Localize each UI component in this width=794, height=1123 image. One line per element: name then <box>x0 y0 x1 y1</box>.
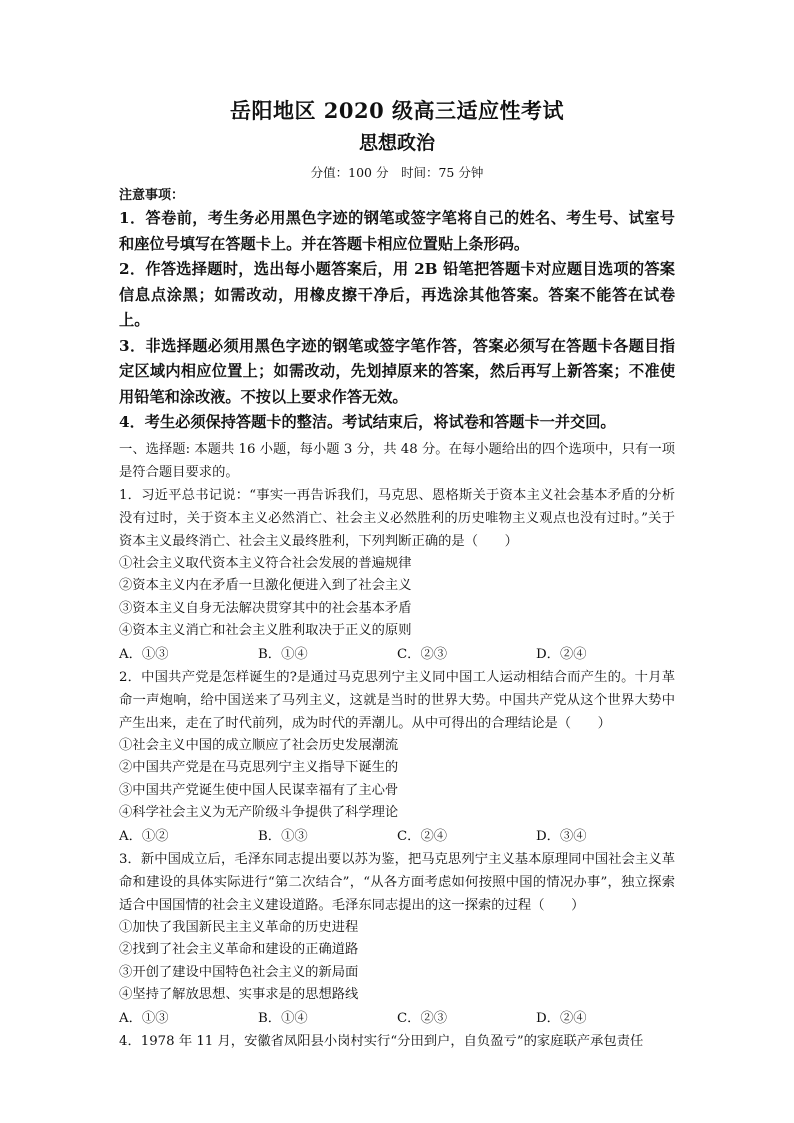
choice-a: A．①③ <box>119 1010 169 1026</box>
choice-c: C．②③ <box>397 646 448 662</box>
note-item: 4．考生必须保持答题卡的整洁。考试结束后，将试卷和答题卡一并交回。 <box>119 413 616 431</box>
choice-c: C．②④ <box>397 828 448 844</box>
choice-d: D．②④ <box>536 1010 587 1026</box>
note-item: 2．作答选择题时，选出每小题答案后，用 2B 铅笔把答题卡对应题目选项的答案信息点涂黑；如需改动，用橡皮擦干净后，再选涂其他答案。答案不能答在试卷上。 <box>119 260 675 329</box>
question-option: ④科学社会主义为无产阶级斗争提供了科学理论 <box>119 805 399 820</box>
note-item: 1．答卷前，考生务必用黑色字迹的钢笔或签字笔将自己的姓名、考生号、试室号和座位号填写在答题卡上。并在答题卡相应位置贴上条形码。 <box>119 209 675 253</box>
question-stem: 3．新中国成立后，毛泽东同志提出要以苏为鉴，把马克思列宁主义基本原理同中国社会主义革命和建设的具体实际进行“第二次结合”，“从各方面考虑如何按照中国的情况办事”，独立探索适合中国国情的社会主义建设道路。毛泽东同志提出的这一探索的过程（ ） <box>119 851 675 913</box>
question-4 <box>119 1030 675 1053</box>
question-stem: 4．1978 年 11 月，安徽省凤阳县小岗村实行“分田到户，自负盈亏”的家庭联产承包责任 <box>119 1033 644 1049</box>
question-option: ①社会主义取代资本主义符合社会发展的普遍规律 <box>119 555 412 571</box>
choice-b: B．①④ <box>258 646 308 662</box>
question-option: ③开创了建设中国特色社会主义的新局面 <box>119 964 359 980</box>
question-option: ②资本主义内在矛盾一旦激化便进入到了社会主义 <box>119 578 412 593</box>
page-content <box>119 96 675 1053</box>
question-option: ③资本主义自身无法解决贯穿其中的社会基本矛盾 <box>119 600 412 616</box>
subject-title: 思想政治 <box>358 132 435 154</box>
score-time-info: 分值：100 分 时间：75 分钟 <box>310 165 484 180</box>
notes-heading: 注意事项： <box>119 188 185 203</box>
choice-c: C．②③ <box>397 1010 448 1026</box>
question-2 <box>119 666 675 848</box>
question-option: ③中国共产党诞生使中国人民谋幸福有了主心骨 <box>119 782 399 798</box>
choice-d: D．③④ <box>536 828 587 844</box>
question-option: ②找到了社会主义革命和建设的正确道路 <box>119 942 359 957</box>
answer-choices <box>119 643 675 666</box>
answer-choices <box>119 825 675 848</box>
choice-d: D．②④ <box>536 646 587 662</box>
question-3 <box>119 848 675 1030</box>
note-item: 3．非选择题必须用黑色字迹的钢笔或签字笔作答，答案必须写在答题卡各题目指定区域内相应位置上；如需改动，先划掉原来的答案，然后再写上新答案；不准使用铅笔和涂改液。不按以上要求作答无效。 <box>119 336 675 406</box>
question-option: ④坚持了解放思想、实事求是的思想路线 <box>119 987 359 1002</box>
question-stem: 2．中国共产党是怎样诞生的?是通过马克思列宁主义同中国工人运动相结合而产生的。十月革命一声炮响，给中国送来了马列主义，这就是当时的世界大势。中国共产党从这个世界大势中产生出来，走在了时代前列，成为时代的弄潮儿。从中可得出的合理结论是（ ） <box>119 669 675 731</box>
question-1 <box>119 484 675 666</box>
exam-title: 岳阳地区 2020 级高三适应性考试 <box>229 98 565 123</box>
choice-b: B．①④ <box>258 1010 308 1026</box>
choice-a: A．①③ <box>119 646 169 662</box>
question-option: ①加快了我国新民主主义革命的历史进程 <box>119 919 359 935</box>
question-stem: 1．习近平总书记说：“事实一再告诉我们，马克思、恩格斯关于资本主义社会基本矛盾的分析没有过时，关于资本主义必然消亡、社会主义必然胜利的历史唯物主义观点也没有过时。”关于资本主义最终消亡、社会主义最终胜利，下列判断正确的是（ ） <box>119 487 675 549</box>
question-option: ④资本主义消亡和社会主义胜利取决于正义的原则 <box>119 623 412 638</box>
answer-choices <box>119 1007 675 1030</box>
choice-a: A．①② <box>119 828 169 844</box>
question-option: ②中国共产党是在马克思列宁主义指导下诞生的 <box>119 760 399 775</box>
question-option: ①社会主义中国的成立顺应了社会历史发展潮流 <box>119 737 399 753</box>
choice-b: B．①③ <box>258 828 308 844</box>
section-instructions: 一、选择题: 本题共 16 小题，每小题 3 分，共 48 分。在每小题给出的四个选项中，只有一项是符合题目要求的。 <box>119 441 675 480</box>
